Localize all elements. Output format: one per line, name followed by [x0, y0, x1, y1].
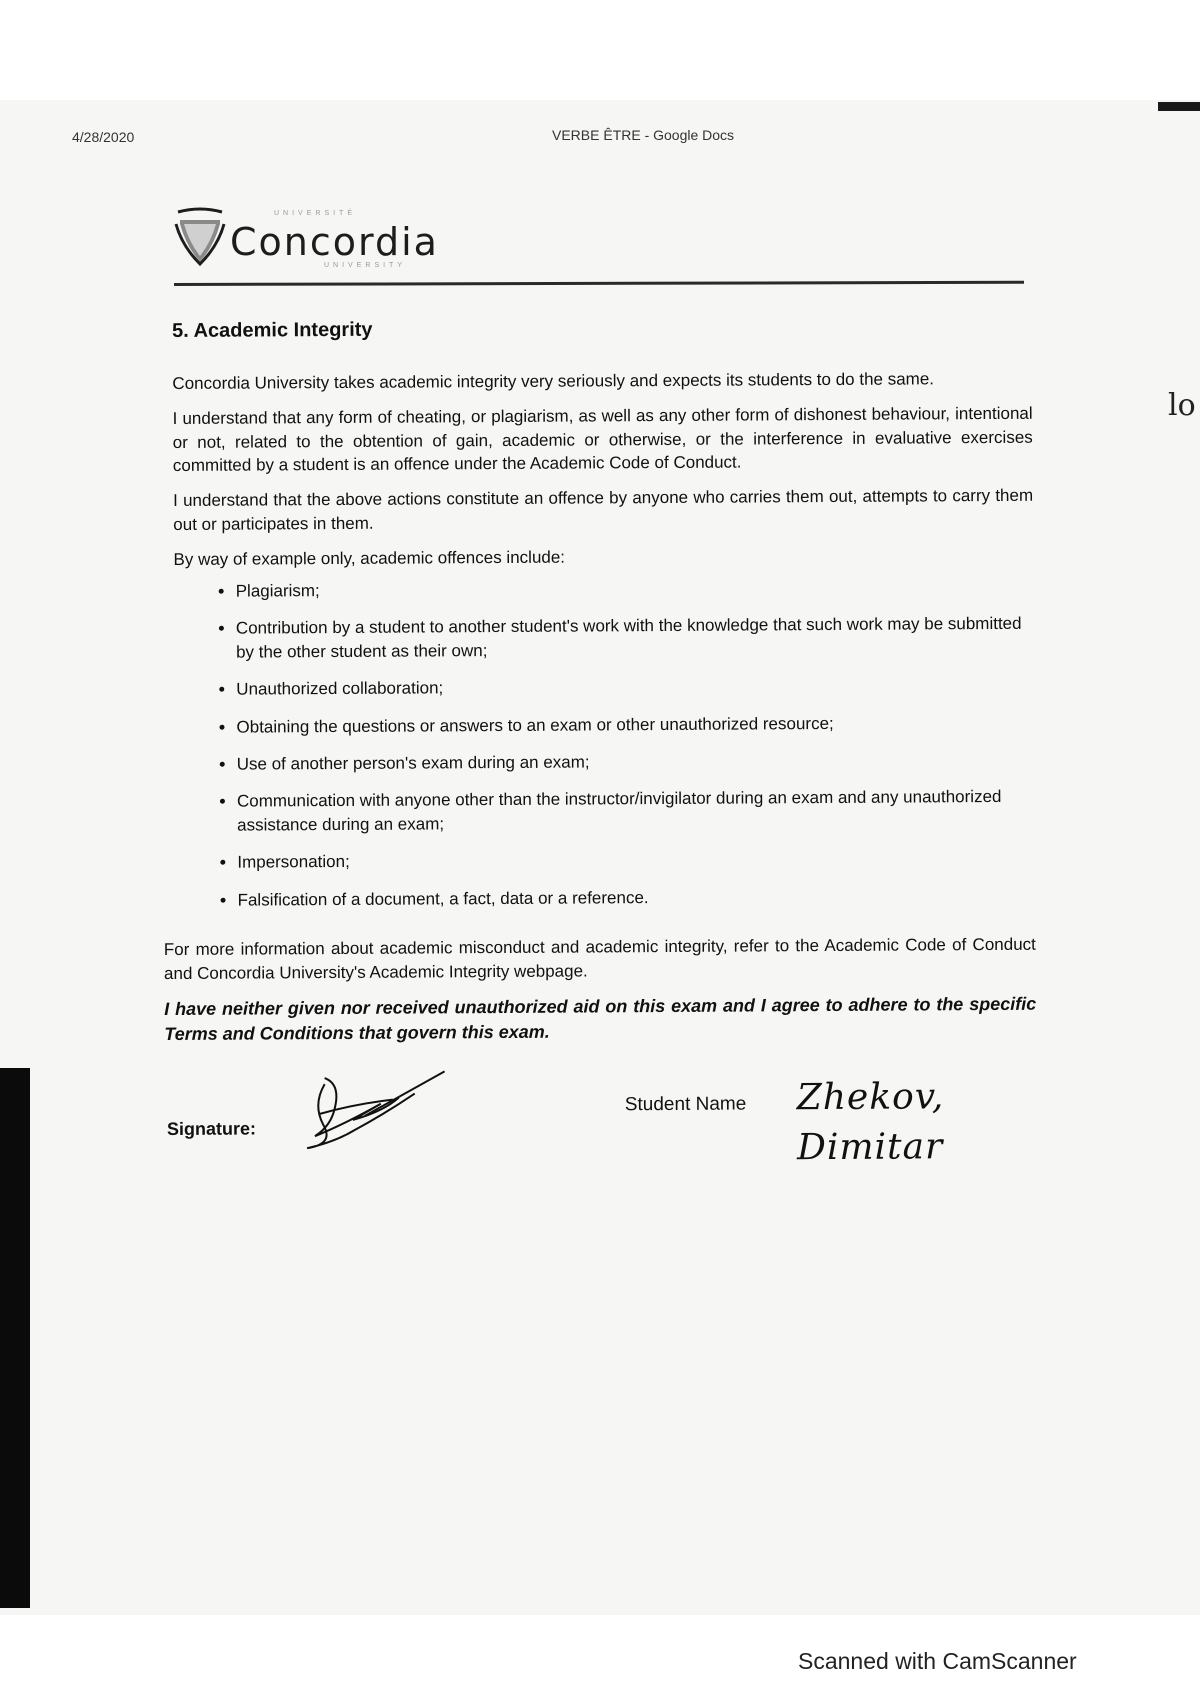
list-item: • Plagiarism;	[236, 575, 1034, 603]
list-item: • Unauthorized collaboration;	[236, 673, 1034, 701]
print-date: 4/28/2020	[72, 129, 135, 145]
scan-edge-shadow	[0, 1068, 30, 1608]
list-item: • Communication with anyone other than the instructor/invigilator during an exam and any unauthorized assistance during an exam;	[237, 785, 1035, 837]
signature-label: Signature:	[166, 1118, 257, 1139]
shield-icon	[174, 206, 226, 268]
logo-small-text-bottom: UNIVERSITY	[324, 262, 407, 269]
concordia-logo	[174, 206, 464, 270]
logo-wordmark: Concordia	[230, 220, 439, 264]
agreement-statement: I have neither given nor received unauthorized aid on this exam and I agree to adhere to the specific Terms and Conditions that govern this exam.	[164, 993, 1037, 1045]
print-doc-title: VERBE ÊTRE - Google Docs	[552, 127, 735, 143]
student-name-handwritten: Zhekov, Dimitar	[796, 1076, 945, 1168]
list-item: • Impersonation;	[237, 846, 1035, 874]
list-item: • Contribution by a student to another student's work with the knowledge that such work may be submitted by the other student as their own;	[236, 612, 1034, 664]
list-item: • Obtaining the questions or answers to an exam or other unauthorized resource;	[236, 710, 1034, 738]
paragraph: Concordia University takes academic integrity very seriously and expects its students to do the same.	[172, 368, 935, 393]
handwritten-signature	[295, 1063, 456, 1154]
list-item: • Use of another person's exam during an exam;	[237, 748, 1035, 776]
logo-small-text-top: UNIVERSITÉ	[274, 210, 357, 217]
student-name-label: Student Name	[624, 1093, 747, 1116]
paragraph: I understand that the above actions constitute an offence by anyone who carries them out, attempts to carry them out or participates in them.	[173, 486, 1034, 534]
scan-edge-mark	[1158, 102, 1200, 111]
document-body	[163, 313, 1037, 1168]
signature-row	[166, 1060, 1038, 1168]
margin-handwriting: lo	[1168, 388, 1196, 423]
paragraph: I understand that any form of cheating, or plagiarism, as well as any other form of dishonest behaviour, intentional or not, related to the obtention of gain, academic or otherwise, or the interference in evaluative exercises committed by a student is an offence under the Academic Code of Conduct.	[172, 403, 1033, 475]
section-title: 5. Academic Integrity	[172, 318, 373, 342]
paragraph: By way of example only, academic offences include:	[173, 547, 566, 570]
scanner-watermark: Scanned with CamScanner	[798, 1648, 1077, 1674]
more-info-paragraph: For more information about academic misconduct and academic integrity, refer to the Academic Code of Conduct and Concordia University's Academic Integrity webpage.	[163, 935, 1036, 983]
offences-list	[174, 575, 1036, 913]
list-item: • Falsification of a document, a fact, data or a reference.	[237, 884, 1035, 912]
